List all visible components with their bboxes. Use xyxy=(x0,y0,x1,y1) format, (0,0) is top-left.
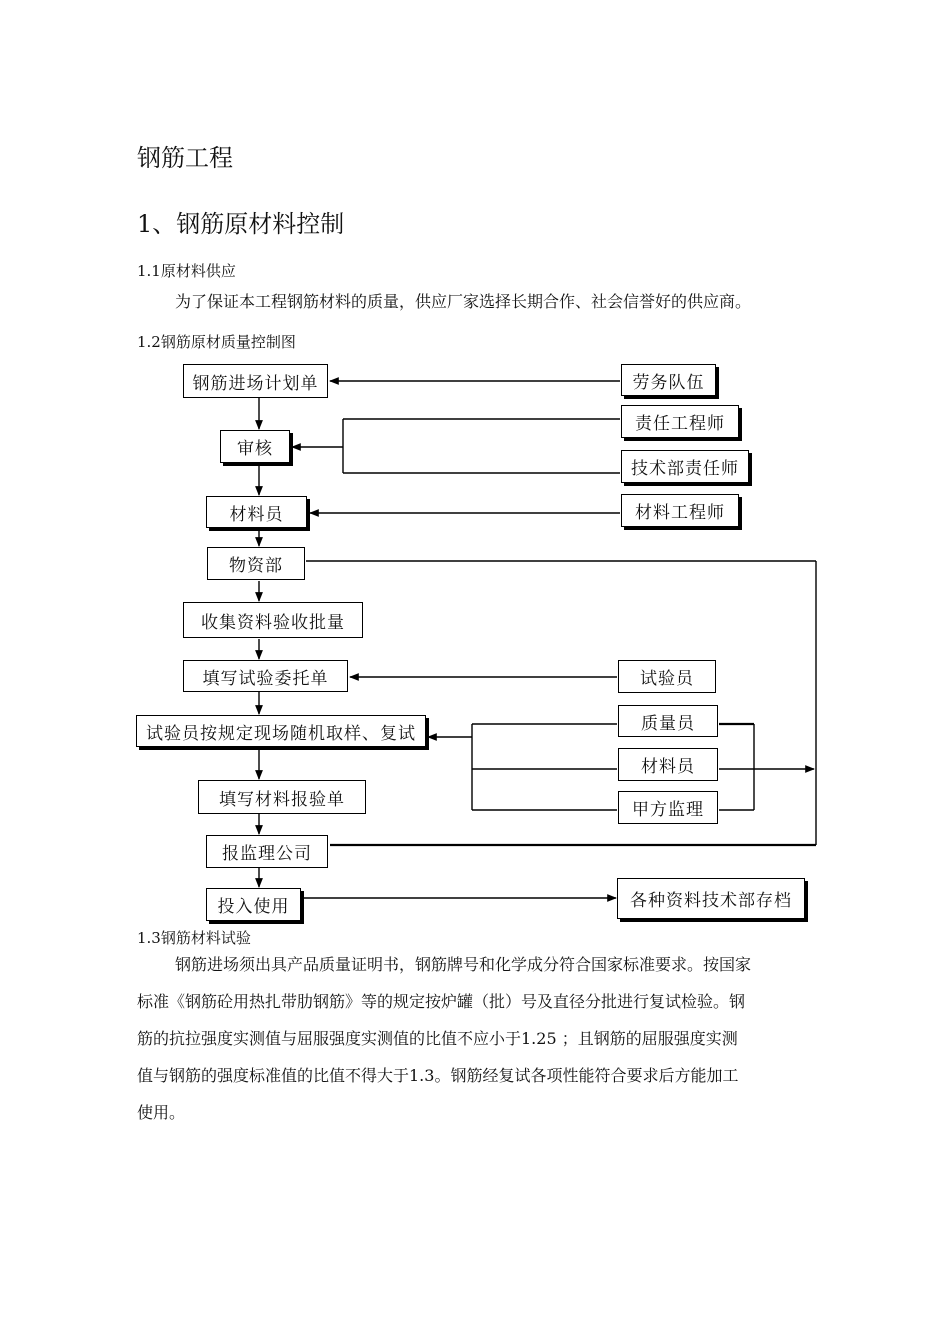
flow-box-material-clerk-2: 材料员 xyxy=(618,748,718,781)
flow-box-quality-inspector: 质量员 xyxy=(618,705,718,737)
flow-box-submit-supervisor: 报监理公司 xyxy=(206,835,328,868)
subsection-heading: 1.1原材料供应 xyxy=(137,262,236,280)
flow-box-material-clerk: 材料员 xyxy=(206,496,307,528)
paragraph-line: 筋的抗拉强度实测值与屈服强度实测值的比值不应小于1.25 ；且钢筋的屈服强度实测 xyxy=(137,1029,738,1048)
flow-box-supplies-dept: 物资部 xyxy=(207,547,305,580)
flow-box-tech-dept-engineer: 技术部责任师 xyxy=(621,450,749,483)
flow-box-plan: 钢筋进场计划单 xyxy=(183,364,328,398)
flow-box-collect: 收集资料验收批量 xyxy=(183,602,363,638)
paragraph-line: 标准《钢筋砼用热扎带肋钢筋》等的规定按炉罐（批）号及直径分批进行复试检验。钢 xyxy=(137,992,746,1011)
flow-box-test-request: 填写试验委托单 xyxy=(183,660,348,692)
section-heading: 1、钢筋原材料控制 xyxy=(137,210,345,238)
flow-box-tester: 试验员 xyxy=(618,660,716,693)
document-title: 钢筋工程 xyxy=(137,144,233,172)
flow-box-owner-supervisor: 甲方监理 xyxy=(618,791,718,824)
flow-box-labor-team: 劳务队伍 xyxy=(621,364,716,396)
subsection-heading: 1.3钢筋材料试验 xyxy=(137,929,251,947)
flow-box-responsible-engineer: 责任工程师 xyxy=(621,405,739,438)
flow-box-review: 审核 xyxy=(220,430,290,463)
flow-box-sampling: 试验员按规定现场随机取样、复试 xyxy=(136,715,426,747)
flow-box-inspection-form: 填写材料报验单 xyxy=(198,780,366,814)
flow-box-archive: 各种资料技术部存档 xyxy=(617,878,805,919)
paragraph-line: 值与钢筋的强度标准值的比值不得大于1.3。钢筋经复试各项性能符合要求后方能加工 xyxy=(137,1066,739,1085)
flow-box-put-into-use: 投入使用 xyxy=(206,888,301,921)
paragraph-line: 使用。 xyxy=(137,1103,186,1122)
subsection-heading: 1.2钢筋原材质量控制图 xyxy=(137,333,296,351)
paragraph-line: 钢筋进场须出具产品质量证明书，钢筋牌号和化学成分符合国家标准要求。按国家 xyxy=(175,955,752,974)
flow-box-material-engineer: 材料工程师 xyxy=(621,494,739,527)
paragraph: 为了保证本工程钢筋材料的质量，供应厂家选择长期合作、社会信誉好的供应商。 xyxy=(175,292,752,311)
